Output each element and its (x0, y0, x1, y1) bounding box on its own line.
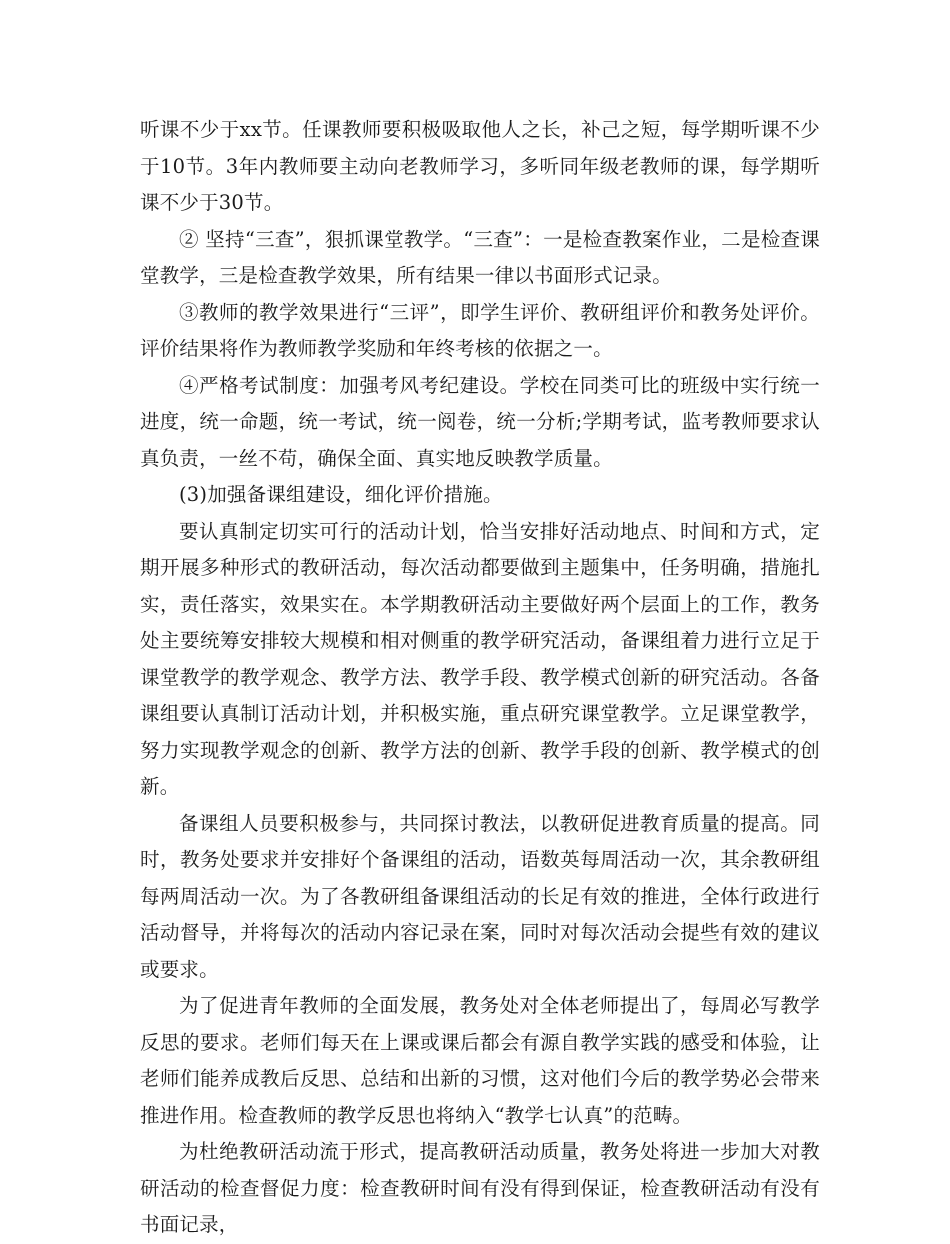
paragraph-three-evaluations: ③教师的教学效果进行“三评”，即学生评价、教研组评价和教务处评价。评价结果将作为教师教学奖励和年终考核的依据之一。 (140, 300, 820, 360)
paragraph-group-participation: 备课组人员要积极参与，共同探讨教法，以教研促进教育质量的提高。同时，教务处要求并安排好个备课组的活动，语数英每周活动一次，其余教研组每两周活动一次。为了各教研组备课组活动的长足有效的推进，全体行政进行活动督导，并将每次的活动内容记录在案，同时对每次活动会提些有效的建议或要求。 (140, 811, 820, 981)
paragraph-exam-system: ④严格考试制度：加强考风考纪建设。学校在同类可比的班级中实行统一进度，统一命题，统一考试，统一阅卷，统一分析;学期考试，监考教师要求认真负责，一丝不苟，确保全面、真实地反映教学质量。 (140, 373, 820, 470)
paragraph-teaching-reflection: 为了促进青年教师的全面发展，教务处对全体老师提出了，每周必写教学反思的要求。老师们每天在上课或课后都会有源自教学实践的感受和体验，让老师们能养成教后反思、总结和出新的习惯，这对他们今后的教学势必会带来推进作用。检查教师的教学反思也将纳入“教学七认真”的范畴。 (140, 994, 820, 1127)
section-heading-lesson-group: (3)加强备课组建设，细化评价措施。 (179, 483, 503, 506)
paragraph-three-checks: ② 坚持“三查”，狠抓课堂教学。“三查”：一是检查教案作业，二是检查课堂教学，三是检查教学效果，所有结果一律以书面形式记录。 (140, 227, 820, 287)
body-text (140, 112, 820, 1244)
paragraph-activity-plan: 要认真制定切实可行的活动计划，恰当安排好活动地点、时间和方式，定期开展多种形式的教研活动，每次活动都要做到主题集中，任务明确，措施扎实，责任落实，效果实在。本学期教研活动主要做好两个层面上的工作，教务处主要统筹安排较大规模和相对侧重的教学研究活动，备课组着力进行立足于课堂教学的教学观念、教学方法、教学手段、教学模式创新的研究活动。各备课组要认真制订活动计划，并积极实施，重点研究课堂教学。立足课堂教学，努力实现教学观念的创新、教学方法的创新、教学手段的创新、教学模式的创新。 (140, 519, 820, 798)
paragraph-continued: 听课不少于xx节。任课教师要积极吸取他人之长，补己之短，每学期听课不少于10节。3年内教师要主动向老教师学习，多听同年级老教师的课，每学期听课不少于30节。 (140, 118, 820, 214)
paragraph-supervision: 为杜绝教研活动流于形式，提高教研活动质量，教务处将进一步加大对教研活动的检查督促力度：检查教研时间有没有得到保证，检查教研活动有没有书面记录， (140, 1140, 820, 1236)
